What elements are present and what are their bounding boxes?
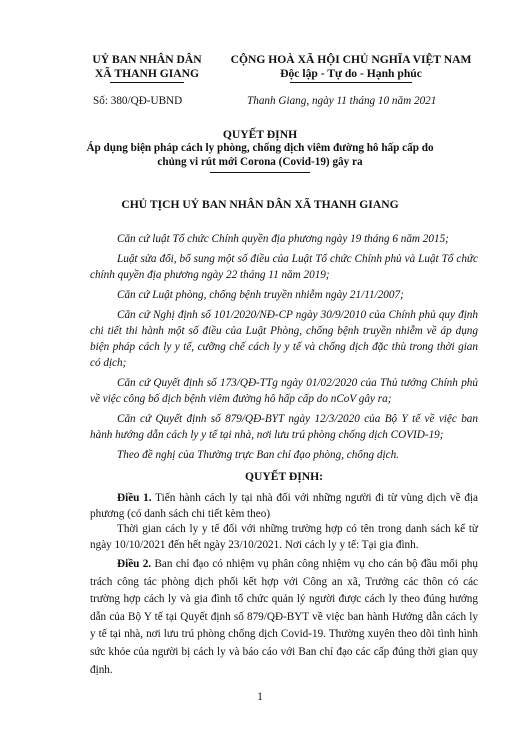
page-number: 1: [257, 690, 263, 703]
article-1-period: Thời gian cách ly y tế đối với những trường hợp có tên trong danh sách kể từ ngày 10/10/2021 đến hết ngày 23/10/2021. Nơi cách ly y tế: Tại gia đình.: [90, 523, 478, 551]
right-underline: [290, 82, 412, 83]
left-underline: [110, 82, 184, 83]
place-date: Thanh Giang, ngày 11 tháng 10 năm 2021: [247, 95, 437, 107]
document-number: Số: 380/QĐ-UBND: [93, 95, 183, 107]
national-title: CỘNG HOÀ XÃ HỘI CHỦ NGHĨA VIỆT NAM: [230, 53, 472, 66]
legal-basis-3: Căn cứ Luật phòng, chống bệnh truyền nhiễm ngày 21/11/2007;: [117, 289, 404, 301]
document-title: QUYẾT ĐỊNH: [222, 128, 298, 141]
legal-basis-5: Căn cứ Quyết định số 173/QĐ-TTg ngày 01/02/2020 của Thủ tướng Chính phủ về việc công bố dịch bệnh viêm đường hô hấp cấp do nCoV gây ra;: [90, 377, 478, 405]
legal-basis-4: Căn cứ Nghị định số 101/2020/NĐ-CP ngày 30/9/2010 của Chính phủ quy định chi tiết thi hành một số điều của Luật Phòng, chống bệnh truyền nhiễm về áp dụng biện pháp cách ly y tế, cưỡng chế cách ly y tế và chống dịch đặc thù trong thời gian có dịch;: [90, 309, 478, 369]
article-2-label: Điều 2.: [117, 558, 152, 570]
decision-heading: QUYẾT ĐỊNH:: [244, 470, 324, 483]
legal-basis-2: Luật sửa đổi, bổ sung một số điều của Luật Tổ chức Chính phủ và Luật Tổ chức chính quyền địa phương ngày 22 tháng 11 năm 2019;: [90, 253, 478, 281]
document-subtitle-line2: chủng vi rút mới Corona (Covid-19) gây ra: [157, 156, 363, 168]
commune-name: XÃ THANH GIANG: [94, 67, 200, 80]
article-2-text: Ban chỉ đạo có nhiệm vụ phân công nhiệm vụ cho cán bộ đầu mối phụ trách công tác phòng dịch phối kết hợp với Công an xã, Trưởng các thôn có các trường hợp cách ly và gia đình tổ chức quản lý người được cách ly theo đúng hướng dẫn của Bộ Y tế tại Quyết định số 879/QĐ-BYT về việc ban hành Hướng dẫn cách ly y tế tại nhà, nơi lưu trú phòng chống dịch Covid-19. Thường xuyên theo dõi tình hình sức khỏe của người bị cách ly và báo cáo với Ban chỉ đạo các cấp đúng thời gian quy định.: [90, 558, 478, 676]
article-1: [90, 490, 478, 522]
national-motto: Độc lập - Tự do - Hạnh phúc: [280, 67, 422, 80]
article-1-text: Tiến hành cách ly tại nhà đối với những người đi từ vùng dịch về địa phương (có danh sách chi tiết kèm theo): [90, 492, 479, 520]
agency-name: UỶ BAN NHÂN DÂN: [92, 53, 202, 66]
title-underline: [210, 172, 310, 173]
document-subtitle-line1: Áp dụng biện pháp cách ly phòng, chống dịch viêm đường hô hấp cấp do: [86, 142, 434, 154]
issuing-authority: CHỦ TỊCH UỶ BAN NHÂN DÂN XÃ THANH GIANG: [121, 198, 399, 211]
legal-basis-1: Căn cứ luật Tổ chức Chính quyền địa phương ngày 19 tháng 6 năm 2015;: [117, 233, 449, 245]
legal-basis-6: Căn cứ Quyết định số 879/QĐ-BYT ngày 12/3/2020 của Bộ Y tế về việc ban hành hướng dẫn cách ly y tế tại nhà, nơi lưu trú phòng chống dịch COVID-19;: [90, 413, 478, 441]
article-2: [90, 556, 478, 679]
article-1-label: Điều 1.: [117, 492, 152, 504]
legal-basis-7: Theo đề nghị của Thường trực Ban chỉ đạo phòng, chống dịch.: [117, 449, 399, 461]
